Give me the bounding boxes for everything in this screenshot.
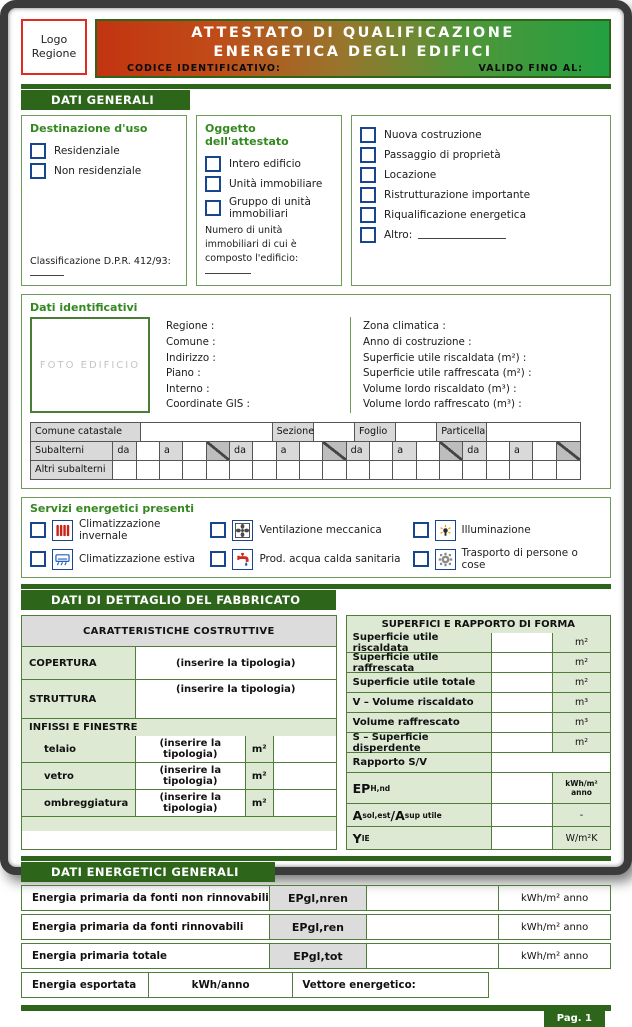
service-label: Illuminazione (461, 524, 531, 537)
superfici-row (347, 752, 610, 772)
checkbox[interactable] (205, 176, 221, 192)
checkbox-item (360, 167, 602, 183)
oggetto-attestato-items (205, 152, 333, 224)
subalterni-label-cell: Subalterni (31, 442, 113, 460)
cadastral-input-cell[interactable] (253, 461, 276, 479)
unit-cell: m² (552, 733, 610, 752)
section-title-dati-energetici: DATI ENERGETICI GENERALI (21, 862, 275, 882)
diagonal-cell (323, 442, 346, 460)
numero-unita-label: Numero di unità immobiliari di cui è composto l'edificio: (205, 224, 299, 264)
tipologia-field[interactable]: (inserire la tipologia) (135, 790, 245, 816)
superfici-row (347, 772, 610, 803)
field-label: Superficie utile raffrescata (m²) : (363, 367, 532, 380)
identificativi-right-labels (350, 317, 602, 413)
checkbox[interactable] (360, 167, 376, 183)
cadastral-header-row (31, 423, 580, 441)
value-field[interactable] (491, 804, 552, 826)
servizi-energetici-title: Servizi energetici presenti (30, 502, 195, 516)
classificazione-blank-field[interactable] (30, 267, 64, 276)
superfici-label: S – Superficie disperdente (347, 733, 492, 752)
checkbox[interactable] (30, 163, 46, 179)
checkbox-item (360, 127, 602, 143)
sub-row-label: vetro (22, 763, 135, 789)
dati-identificativi-box (21, 294, 611, 489)
service-item (210, 518, 412, 542)
lightbulb-icon (435, 520, 456, 541)
unit-cell: W/m²K (552, 827, 610, 849)
field-label: Volume lordo riscaldato (m³) : (363, 382, 517, 395)
checkbox[interactable] (360, 207, 376, 223)
superfici-label: Superficie utile totale (347, 673, 492, 692)
page-number-badge: Pag. 1 (544, 1011, 605, 1027)
checkbox-label: Passaggio di proprietà (384, 148, 501, 161)
range-label-cell: a (160, 442, 183, 460)
value-field[interactable] (366, 886, 498, 910)
field-label: Interno : (166, 382, 210, 395)
cadastral-input-cell[interactable] (487, 442, 510, 460)
air-conditioner-icon (52, 549, 73, 570)
destinazione-uso-box (21, 115, 187, 287)
cadastral-input-cell[interactable] (417, 442, 440, 460)
checkbox-label: Intero edificio (229, 157, 301, 170)
energia-code: EPgl,nren (269, 886, 366, 910)
service-item (413, 518, 602, 542)
row-struttura-label: STRUTTURA (22, 680, 135, 718)
field-label: Anno di costruzione : (363, 335, 472, 348)
logo-text-line2: Regione (31, 47, 77, 60)
unit-cell: m² (245, 736, 273, 762)
row-copertura-label: COPERTURA (22, 647, 135, 679)
document-title-line1: ATTESTATO DI QUALIFICAZIONE (191, 25, 515, 41)
checkbox-label: Residenziale (54, 144, 120, 157)
diagonal-cell (557, 442, 580, 460)
field-label: Zona climatica : (363, 320, 446, 333)
range-label-cell: a (393, 442, 416, 460)
field-label: Coordinate GIS : (166, 398, 251, 411)
faucet-icon (232, 549, 253, 570)
cadastral-input-cell[interactable] (510, 461, 533, 479)
energia-row (21, 943, 611, 969)
servizi-energetici-box (21, 497, 611, 578)
cadastral-input-cell[interactable] (347, 461, 370, 479)
superfici-label: Y IE (347, 827, 492, 849)
cadastral-table (30, 422, 581, 480)
checkbox-label: Non residenziale (54, 164, 142, 177)
codice-identificativo-label: CODICE IDENTIFICATIVO: (127, 62, 281, 74)
energia-esportata-unit: kWh/anno (148, 973, 292, 997)
field-label: Regione : (166, 320, 215, 333)
identificativi-left-labels (150, 317, 350, 413)
superfici-rapporto-table (346, 615, 611, 850)
sub-row-label: ombreggiatura (22, 790, 135, 816)
energia-code: EPgl,tot (269, 944, 366, 968)
checkbox[interactable] (205, 200, 221, 216)
checkbox-item (360, 207, 602, 223)
checkbox-item (30, 163, 178, 179)
unit-cell: kWh/m² anno (498, 886, 610, 910)
tipologia-field[interactable]: (inserire la tipologia) (135, 736, 245, 762)
field-label: Comune : (166, 335, 216, 348)
checkbox-label: Unità immobiliare (229, 177, 323, 190)
cadastral-input-cell[interactable] (533, 461, 556, 479)
unit-cell: kWh/m² anno (498, 915, 610, 939)
value-field[interactable] (491, 693, 552, 712)
checkbox[interactable] (413, 551, 429, 567)
service-label: Trasporto di persone o cose (461, 547, 578, 572)
title-banner (95, 19, 611, 78)
cadastral-input-cell[interactable] (300, 442, 323, 460)
checkbox-item (205, 176, 333, 192)
cadastral-label-cell: Particella (437, 423, 486, 441)
cadastral-input-cell[interactable] (487, 423, 580, 441)
oggetto-attestato-box (196, 115, 342, 287)
superfici-label: EP H,nd (347, 773, 492, 803)
checkbox-label: Riqualificazione energetica (384, 208, 527, 221)
service-label: Ventilazione meccanica (259, 524, 382, 537)
checkbox-item (30, 143, 178, 159)
superfici-label: A sol,est /A sup utile (347, 804, 492, 826)
service-label: Climatizzazione invernale (79, 518, 161, 543)
motivo-items (360, 123, 602, 247)
section-title-dati-generali: DATI GENERALI (21, 90, 190, 110)
checkbox[interactable] (360, 147, 376, 163)
service-label: Prod. acqua calda sanitaria (259, 553, 401, 566)
document-title-line2: ENERGETICA DEGLI EDIFICI (213, 43, 493, 60)
cadastral-label-cell: Foglio (355, 423, 396, 441)
cadastral-input-cell[interactable] (417, 461, 440, 479)
checkbox-label: Nuova costruzione (384, 128, 482, 141)
checkbox[interactable] (210, 522, 226, 538)
caratteristiche-costruttive-table (21, 615, 337, 850)
energia-row (21, 885, 611, 911)
energia-label: Energia primaria totale (32, 950, 168, 963)
service-label: Climatizzazione estiva (79, 553, 196, 566)
range-label-cell: a (277, 442, 300, 460)
checkbox[interactable] (30, 143, 46, 159)
cadastral-input-cell[interactable] (370, 461, 393, 479)
cadastral-input-cell[interactable] (160, 461, 183, 479)
unit-cell: m³ (552, 713, 610, 732)
servizi-grid (30, 518, 602, 571)
radiator-icon (52, 520, 73, 541)
superfici-row (347, 712, 610, 732)
logo-text-line1: Logo (40, 33, 68, 47)
cadastral-input-cell[interactable] (370, 442, 393, 460)
costruttive-header: CARATTERISTICHE COSTRUTTIVE (22, 616, 336, 646)
checkbox[interactable] (30, 522, 46, 538)
cadastral-input-cell[interactable] (557, 461, 580, 479)
motivo-rilascio-box (351, 115, 611, 287)
checkbox-label: Ristrutturazione importante (384, 188, 531, 201)
gear-icon (435, 549, 456, 570)
energia-label: Energia primaria da fonti rinnovabili (32, 921, 244, 934)
oggetto-attestato-title: Oggetto dell'attestato (205, 121, 289, 148)
region-logo (21, 19, 87, 75)
checkbox[interactable] (360, 227, 376, 243)
numero-unita-blank-field[interactable] (205, 265, 251, 274)
checkbox-item (360, 187, 602, 203)
energia-row (21, 914, 611, 940)
cadastral-input-cell[interactable] (314, 423, 355, 441)
cadastral-input-cell[interactable] (183, 442, 206, 460)
infissi-sub-row (22, 736, 336, 762)
valido-fino-al-label: VALIDO FINO AL: (478, 62, 583, 74)
service-item (413, 547, 602, 571)
cadastral-input-cell[interactable] (207, 461, 230, 479)
classificazione-label: Classificazione D.P.R. 412/93: (30, 256, 171, 268)
cadastral-input-cell[interactable] (141, 423, 273, 441)
checkbox-item (360, 147, 602, 163)
destinazione-uso-items (30, 139, 178, 183)
cadastral-input-cell[interactable] (396, 423, 437, 441)
cadastral-input-cell[interactable] (277, 461, 300, 479)
unit-cell: m² (245, 790, 273, 816)
superfici-row (347, 803, 610, 826)
section-title-dettaglio-fabbricato: DATI DI DETTAGLIO DEL FABBRICATO (21, 590, 336, 610)
checkbox[interactable] (30, 551, 46, 567)
cadastral-input-cell[interactable] (230, 461, 253, 479)
unit-cell: m² (552, 653, 610, 672)
field-label: Superficie utile riscaldata (m²) : (363, 351, 527, 364)
checkbox-item (205, 196, 333, 220)
dati-identificativi-title: Dati identificativi (30, 301, 138, 315)
field-label: Piano : (166, 367, 201, 380)
diagonal-cell (440, 442, 463, 460)
cadastral-label-cell: Comune catastale (31, 423, 141, 441)
energia-code: EPgl,ren (269, 915, 366, 939)
value-field[interactable] (491, 827, 552, 849)
building-photo-placeholder[interactable]: FOTO EDIFICIO (30, 317, 150, 413)
empty-row (22, 817, 336, 831)
value-field[interactable] (366, 944, 498, 968)
superfici-row (347, 672, 610, 692)
cadastral-input-cell[interactable] (137, 442, 160, 460)
value-field[interactable] (273, 736, 336, 762)
checkbox-label: Locazione (384, 168, 437, 181)
unit-cell: m² (245, 763, 273, 789)
cadastral-input-cell[interactable] (300, 461, 323, 479)
cadastral-input-cell[interactable] (393, 461, 416, 479)
unit-cell: m² (552, 633, 610, 652)
blank-field[interactable] (418, 230, 506, 239)
struttura-tipologia-field[interactable]: (inserire la tipologia) (135, 680, 336, 718)
checkbox[interactable] (360, 127, 376, 143)
infissi-finestre-header: INFISSI E FINESTRE (22, 719, 336, 736)
value-field[interactable] (491, 753, 610, 772)
value-field[interactable] (366, 915, 498, 939)
cadastral-input-cell[interactable] (113, 461, 136, 479)
sub-row-label: telaio (22, 736, 135, 762)
range-label-cell: da (347, 442, 370, 460)
superfici-row (347, 633, 610, 652)
field-label: Volume lordo raffrescato (m³) : (363, 398, 522, 411)
value-field[interactable] (491, 653, 552, 672)
value-field[interactable] (491, 633, 552, 652)
value-field[interactable] (273, 763, 336, 789)
field-label: Indirizzo : (166, 351, 216, 364)
checkbox[interactable] (360, 187, 376, 203)
unit-cell: kWh/m² anno (552, 773, 610, 803)
service-item (210, 547, 412, 571)
checkbox[interactable] (205, 156, 221, 172)
checkbox-item (360, 227, 602, 243)
copertura-tipologia-field[interactable]: (inserire la tipologia) (135, 647, 336, 679)
energia-label: Energia primaria da fonti non rinnovabili (32, 892, 269, 905)
cadastral-input-cell[interactable] (183, 461, 206, 479)
unit-cell: - (552, 804, 610, 826)
energia-esportata-label: Energia esportata (32, 979, 137, 992)
value-field[interactable] (491, 773, 552, 803)
value-field[interactable] (273, 790, 336, 816)
value-field[interactable] (491, 713, 552, 732)
cadastral-input-cell[interactable] (137, 461, 160, 479)
range-label-cell: a (510, 442, 533, 460)
superfici-label: Rapporto S/V (347, 753, 492, 772)
cadastral-label-cell: Sezione (273, 423, 314, 441)
value-field[interactable] (491, 673, 552, 692)
cadastral-input-cell[interactable] (487, 461, 510, 479)
superfici-label: Superficie utile raffrescata (347, 653, 492, 672)
checkbox[interactable] (210, 551, 226, 567)
checkbox-item (205, 156, 333, 172)
tipologia-field[interactable]: (inserire la tipologia) (135, 763, 245, 789)
checkbox-label: Gruppo di unità immobiliari (229, 195, 311, 220)
fan-icon (232, 520, 253, 541)
unit-cell: m³ (552, 693, 610, 712)
diagonal-cell (207, 442, 230, 460)
superfici-row (347, 826, 610, 849)
altri-subalterni-row (31, 460, 580, 479)
cadastral-input-cell[interactable] (463, 461, 486, 479)
energia-esportata-row (21, 972, 489, 998)
altri-subalterni-label-cell: Altri subalterni (31, 461, 113, 479)
range-label-cell: da (463, 442, 486, 460)
vettore-energetico-label: Vettore energetico: (292, 973, 488, 997)
cadastral-input-cell[interactable] (440, 461, 463, 479)
unit-cell: m² (552, 673, 610, 692)
superfici-row (347, 692, 610, 712)
cadastral-input-cell[interactable] (533, 442, 556, 460)
cadastral-input-cell[interactable] (253, 442, 276, 460)
checkbox-label: Altro: (384, 228, 413, 241)
superfici-row (347, 652, 610, 672)
range-label-cell: da (113, 442, 136, 460)
destinazione-uso-title: Destinazione d'uso (30, 121, 148, 135)
superfici-label: Superficie utile riscaldata (347, 633, 492, 652)
infissi-sub-row (22, 789, 336, 816)
value-field[interactable] (491, 733, 552, 752)
unit-cell: kWh/m² anno (498, 944, 610, 968)
range-label-cell: da (230, 442, 253, 460)
header (21, 19, 611, 78)
infissi-sub-row (22, 762, 336, 789)
cadastral-input-cell[interactable] (323, 461, 346, 479)
superfici-row (347, 732, 610, 752)
subalterni-row (31, 441, 580, 460)
checkbox[interactable] (413, 522, 429, 538)
superfici-header: SUPERFICI E RAPPORTO DI FORMA (347, 616, 610, 633)
service-item (30, 518, 210, 542)
service-item (30, 547, 210, 571)
superfici-label: V – Volume riscaldato (347, 693, 492, 712)
superfici-label: Volume raffrescato (347, 713, 492, 732)
